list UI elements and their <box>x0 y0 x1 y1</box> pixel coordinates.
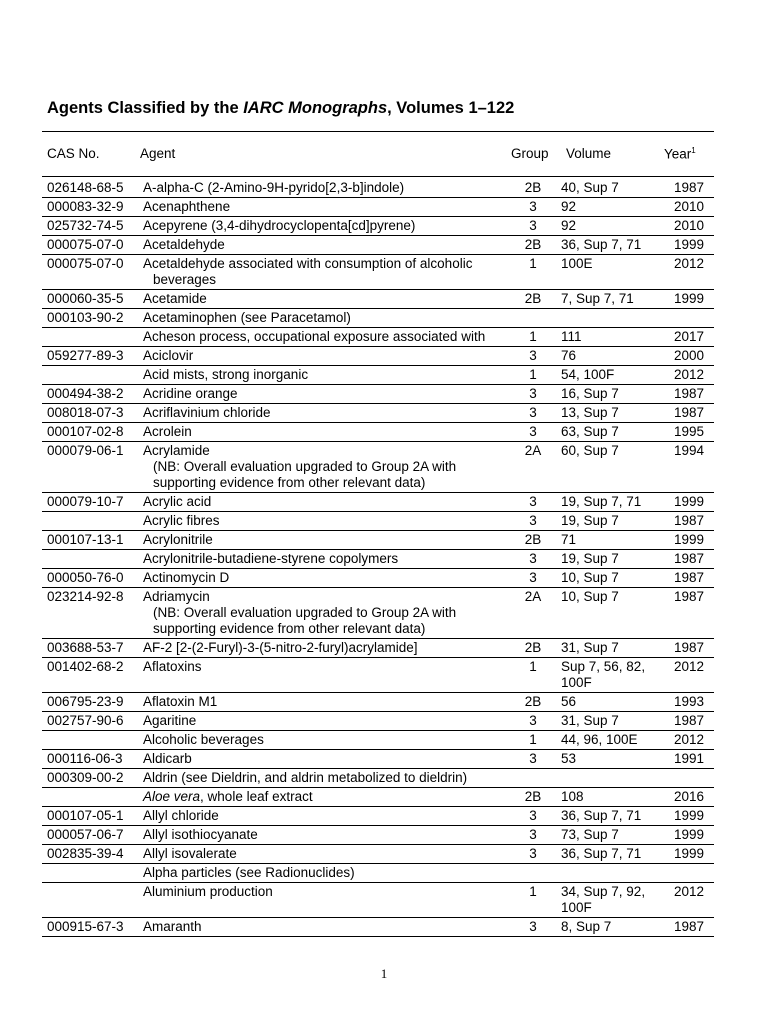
agent-name <box>143 588 511 639</box>
table-row <box>42 750 714 769</box>
group-value: 2B <box>511 236 555 255</box>
volume-value: 40, Sup 7 <box>555 179 655 198</box>
header-agent: Agent <box>140 146 176 161</box>
group-value: 2B <box>511 179 555 198</box>
cas-number: 000075-07-0 <box>42 236 143 255</box>
agent-name <box>143 864 511 883</box>
agent-text: Agaritine <box>143 713 197 728</box>
year-value <box>655 769 714 788</box>
group-value: 1 <box>511 658 555 693</box>
volume-value: 92 <box>555 198 655 217</box>
agent-name <box>143 366 511 385</box>
table-row <box>42 550 714 569</box>
cas-number: 008018-07-3 <box>42 404 143 423</box>
year-value: 2012 <box>655 883 714 918</box>
agent-name <box>143 198 511 217</box>
agent-text: Acetaldehyde associated with consumption of alcoholic <box>143 256 473 271</box>
agent-text: Acriflavinium chloride <box>143 405 271 420</box>
cas-number: 000079-06-1 <box>42 442 143 493</box>
agent-text: AF-2 [2-(2-Furyl)-3-(5-nitro-2-furyl)acrylamide] <box>143 640 418 655</box>
year-value: 2012 <box>655 658 714 693</box>
table-row <box>42 328 714 347</box>
group-value: 1 <box>511 255 555 290</box>
agent-name <box>143 788 511 807</box>
year-value: 1987 <box>655 404 714 423</box>
title-italic: IARC Monographs <box>243 99 388 117</box>
cas-number: 000060-35-5 <box>42 290 143 309</box>
year-value <box>655 309 714 328</box>
agent-text: Acrylonitrile <box>143 532 213 547</box>
year-value: 1987 <box>655 639 714 658</box>
cas-number <box>42 864 143 883</box>
volume-value: 111 <box>555 328 655 347</box>
table-row <box>42 198 714 217</box>
cas-number <box>42 366 143 385</box>
year-value: 2010 <box>655 217 714 236</box>
volume-value: 54, 100F <box>555 366 655 385</box>
agent-text: Acrylonitrile-butadiene-styrene copolymers <box>143 551 399 566</box>
group-value <box>511 769 555 788</box>
header-year-footnote: 1 <box>691 146 696 155</box>
year-value: 1987 <box>655 385 714 404</box>
cas-number: 023214-92-8 <box>42 588 143 639</box>
table-row <box>42 255 714 290</box>
cas-number: 026148-68-5 <box>42 179 143 198</box>
year-value: 1987 <box>655 712 714 731</box>
agent-text: Acetaminophen (see Paracetamol) <box>143 310 351 325</box>
table-row <box>42 826 714 845</box>
volume-value: 7, Sup 7, 71 <box>555 290 655 309</box>
header-group: Group <box>511 146 549 161</box>
cas-number: 000107-02-8 <box>42 423 143 442</box>
volume-value: 36, Sup 7, 71 <box>555 807 655 826</box>
agent-text: Allyl isovalerate <box>143 846 237 861</box>
year-value: 2012 <box>655 366 714 385</box>
agent-name <box>143 442 511 493</box>
volume-value: 56 <box>555 693 655 712</box>
group-value: 2A <box>511 588 555 639</box>
year-value: 1987 <box>655 550 714 569</box>
cas-number: 000915-67-3 <box>42 918 143 937</box>
group-value: 1 <box>511 366 555 385</box>
table-row <box>42 693 714 712</box>
agent-name <box>143 512 511 531</box>
table-row <box>42 290 714 309</box>
year-value <box>655 864 714 883</box>
agent-text: Acrylic acid <box>143 494 212 509</box>
cas-number: 002757-90-6 <box>42 712 143 731</box>
agent-note: (NB: Overall evaluation upgraded to Group 2A with supporting evidence from other relevant data) <box>153 459 457 490</box>
group-value: 3 <box>511 845 555 864</box>
table-row <box>42 807 714 826</box>
table-row <box>42 845 714 864</box>
agent-name <box>143 569 511 588</box>
table-row <box>42 179 714 198</box>
agent-name <box>143 918 511 937</box>
table-row <box>42 712 714 731</box>
agent-text: Acid mists, strong inorganic <box>143 367 309 382</box>
cas-number: 000116-06-3 <box>42 750 143 769</box>
cas-number: 000057-06-7 <box>42 826 143 845</box>
table-row <box>42 788 714 807</box>
agent-text: Allyl chloride <box>143 808 219 823</box>
table-row <box>42 588 714 639</box>
agent-text: Aluminium production <box>143 884 273 899</box>
table-row <box>42 309 714 328</box>
page-title <box>47 99 514 118</box>
cas-number <box>42 550 143 569</box>
volume-value: 19, Sup 7, 71 <box>555 493 655 512</box>
agent-text: Amaranth <box>143 919 202 934</box>
year-value: 2016 <box>655 788 714 807</box>
year-value: 1991 <box>655 750 714 769</box>
agent-name <box>143 807 511 826</box>
volume-value: 63, Sup 7 <box>555 423 655 442</box>
agent-text: Alcoholic beverages <box>143 732 264 747</box>
table-row <box>42 236 714 255</box>
volume-value: 19, Sup 7 <box>555 550 655 569</box>
volume-value: 60, Sup 7 <box>555 442 655 493</box>
group-value: 3 <box>511 512 555 531</box>
year-value: 1999 <box>655 807 714 826</box>
title-suffix: , Volumes 1–122 <box>387 99 515 117</box>
table-row <box>42 731 714 750</box>
cas-number <box>42 883 143 918</box>
agent-name <box>143 493 511 512</box>
table-row <box>42 639 714 658</box>
agent-italic: Aloe vera <box>143 789 201 804</box>
agent-text: , whole leaf extract <box>200 789 313 804</box>
agent-name <box>143 550 511 569</box>
volume-value: 13, Sup 7 <box>555 404 655 423</box>
agent-text: Acetamide <box>143 291 207 306</box>
year-value: 2017 <box>655 328 714 347</box>
group-value: 1 <box>511 328 555 347</box>
agent-text: Acheson process, occupational exposure associated with <box>143 329 486 344</box>
year-value: 1999 <box>655 290 714 309</box>
table-row <box>42 512 714 531</box>
volume-value: 16, Sup 7 <box>555 385 655 404</box>
cas-number: 025732-74-5 <box>42 217 143 236</box>
cas-number: 002835-39-4 <box>42 845 143 864</box>
volume-value: 8, Sup 7 <box>555 918 655 937</box>
header-year <box>664 146 696 162</box>
agent-name <box>143 179 511 198</box>
agent-name <box>143 309 511 328</box>
cas-number <box>42 328 143 347</box>
table-row <box>42 366 714 385</box>
year-value: 1999 <box>655 236 714 255</box>
cas-number: 000103-90-2 <box>42 309 143 328</box>
agent-text: Acrylic fibres <box>143 513 220 528</box>
volume-value: 71 <box>555 531 655 550</box>
cas-number: 003688-53-7 <box>42 639 143 658</box>
agent-text: Acenaphthene <box>143 199 231 214</box>
year-value: 1999 <box>655 826 714 845</box>
cas-number <box>42 512 143 531</box>
volume-value: 31, Sup 7 <box>555 639 655 658</box>
year-value: 1994 <box>655 442 714 493</box>
agent-name <box>143 826 511 845</box>
table-row <box>42 864 714 883</box>
volume-value: Sup 7, 56, 82, 100F <box>555 658 655 693</box>
agent-name <box>143 236 511 255</box>
agent-name <box>143 731 511 750</box>
group-value: 2B <box>511 290 555 309</box>
agent-name <box>143 531 511 550</box>
agent-name <box>143 217 511 236</box>
group-value: 3 <box>511 198 555 217</box>
table-row <box>42 569 714 588</box>
agent-name <box>143 883 511 918</box>
agent-text: Aciclovir <box>143 348 194 363</box>
cas-number: 000107-05-1 <box>42 807 143 826</box>
agent-text: A-alpha-C (2-Amino-9H-pyrido[2,3-b]indole) <box>143 180 405 195</box>
agent-text: Alpha particles (see Radionuclides) <box>143 865 355 880</box>
year-value: 1995 <box>655 423 714 442</box>
table-row <box>42 442 714 493</box>
volume-value: 10, Sup 7 <box>555 569 655 588</box>
header-rule <box>42 176 714 177</box>
group-value: 3 <box>511 217 555 236</box>
agent-name <box>143 328 511 347</box>
cas-number: 059277-89-3 <box>42 347 143 366</box>
cas-number <box>42 788 143 807</box>
group-value: 2B <box>511 639 555 658</box>
header-cas: CAS No. <box>47 146 100 161</box>
table-row <box>42 347 714 366</box>
cas-number: 000050-76-0 <box>42 569 143 588</box>
header-year-label: Year <box>664 146 692 162</box>
agent-name <box>143 385 511 404</box>
volume-value: 31, Sup 7 <box>555 712 655 731</box>
year-value: 1999 <box>655 531 714 550</box>
group-value: 3 <box>511 569 555 588</box>
group-value: 3 <box>511 807 555 826</box>
agent-note: beverages <box>153 272 217 287</box>
table-row <box>42 385 714 404</box>
agent-name <box>143 750 511 769</box>
table-row <box>42 423 714 442</box>
agent-text: Aldrin (see Dieldrin, and aldrin metabolized to dieldrin) <box>143 770 468 785</box>
agents-table <box>42 179 714 937</box>
group-value: 3 <box>511 404 555 423</box>
cas-number: 000075-07-0 <box>42 255 143 290</box>
table-row <box>42 658 714 693</box>
volume-value <box>555 309 655 328</box>
agent-text: Actinomycin D <box>143 570 230 585</box>
cas-number: 000494-38-2 <box>42 385 143 404</box>
agents-table-body <box>42 179 714 937</box>
volume-value: 10, Sup 7 <box>555 588 655 639</box>
cas-number: 000107-13-1 <box>42 531 143 550</box>
year-value: 1987 <box>655 179 714 198</box>
volume-value: 36, Sup 7, 71 <box>555 845 655 864</box>
year-value: 2012 <box>655 255 714 290</box>
group-value: 2A <box>511 442 555 493</box>
agent-name <box>143 769 511 788</box>
volume-value: 53 <box>555 750 655 769</box>
agent-text: Acetaldehyde <box>143 237 225 252</box>
agent-name <box>143 404 511 423</box>
agent-name <box>143 658 511 693</box>
table-row <box>42 493 714 512</box>
group-value: 3 <box>511 550 555 569</box>
agent-note: (NB: Overall evaluation upgraded to Group 2A with supporting evidence from other relevant data) <box>153 605 457 636</box>
table-row <box>42 404 714 423</box>
volume-value: 73, Sup 7 <box>555 826 655 845</box>
volume-value <box>555 864 655 883</box>
agent-text: Aflatoxin M1 <box>143 694 218 709</box>
group-value: 3 <box>511 918 555 937</box>
volume-value: 100E <box>555 255 655 290</box>
year-value: 2000 <box>655 347 714 366</box>
group-value: 3 <box>511 750 555 769</box>
volume-value <box>555 769 655 788</box>
group-value: 2B <box>511 788 555 807</box>
year-value: 1987 <box>655 918 714 937</box>
agent-text: Aflatoxins <box>143 659 202 674</box>
agent-name <box>143 845 511 864</box>
year-value: 1987 <box>655 512 714 531</box>
agent-name <box>143 423 511 442</box>
agent-name <box>143 693 511 712</box>
group-value: 3 <box>511 493 555 512</box>
volume-value: 108 <box>555 788 655 807</box>
table-row <box>42 531 714 550</box>
agent-name <box>143 639 511 658</box>
year-value: 2010 <box>655 198 714 217</box>
agent-text: Acrylamide <box>143 443 210 458</box>
agent-name <box>143 712 511 731</box>
cas-number: 006795-23-9 <box>42 693 143 712</box>
year-value: 1999 <box>655 845 714 864</box>
group-value <box>511 309 555 328</box>
agent-text: Aldicarb <box>143 751 192 766</box>
year-value: 1987 <box>655 588 714 639</box>
group-value: 1 <box>511 731 555 750</box>
cas-number: 000079-10-7 <box>42 493 143 512</box>
page-number: 1 <box>380 966 388 981</box>
volume-value: 76 <box>555 347 655 366</box>
cas-number: 001402-68-2 <box>42 658 143 693</box>
year-value: 1993 <box>655 693 714 712</box>
agent-name <box>143 347 511 366</box>
year-value: 1987 <box>655 569 714 588</box>
group-value: 1 <box>511 883 555 918</box>
table-row <box>42 769 714 788</box>
year-value: 2012 <box>655 731 714 750</box>
table-row <box>42 918 714 937</box>
year-value: 1999 <box>655 493 714 512</box>
group-value: 2B <box>511 693 555 712</box>
agent-text: Acepyrene (3,4-dihydrocyclopenta[cd]pyrene) <box>143 218 416 233</box>
header-volume: Volume <box>566 146 612 161</box>
agent-text: Acrolein <box>143 424 192 439</box>
group-value: 3 <box>511 385 555 404</box>
cas-number: 000309-00-2 <box>42 769 143 788</box>
volume-value: 36, Sup 7, 71 <box>555 236 655 255</box>
group-value: 2B <box>511 531 555 550</box>
volume-value: 19, Sup 7 <box>555 512 655 531</box>
agent-text: Acridine orange <box>143 386 238 401</box>
cas-number <box>42 731 143 750</box>
title-prefix: Agents Classified by the <box>47 99 244 117</box>
volume-value: 44, 96, 100E <box>555 731 655 750</box>
agent-name <box>143 290 511 309</box>
top-rule <box>42 131 714 132</box>
table-row <box>42 883 714 918</box>
group-value: 3 <box>511 826 555 845</box>
cas-number: 000083-32-9 <box>42 198 143 217</box>
volume-value: 34, Sup 7, 92, 100F <box>555 883 655 918</box>
group-value: 3 <box>511 712 555 731</box>
group-value: 3 <box>511 347 555 366</box>
agent-name <box>143 255 511 290</box>
table-row <box>42 217 714 236</box>
group-value <box>511 864 555 883</box>
agent-text: Adriamycin <box>143 589 210 604</box>
group-value: 3 <box>511 423 555 442</box>
volume-value: 92 <box>555 217 655 236</box>
agent-text: Allyl isothiocyanate <box>143 827 258 842</box>
